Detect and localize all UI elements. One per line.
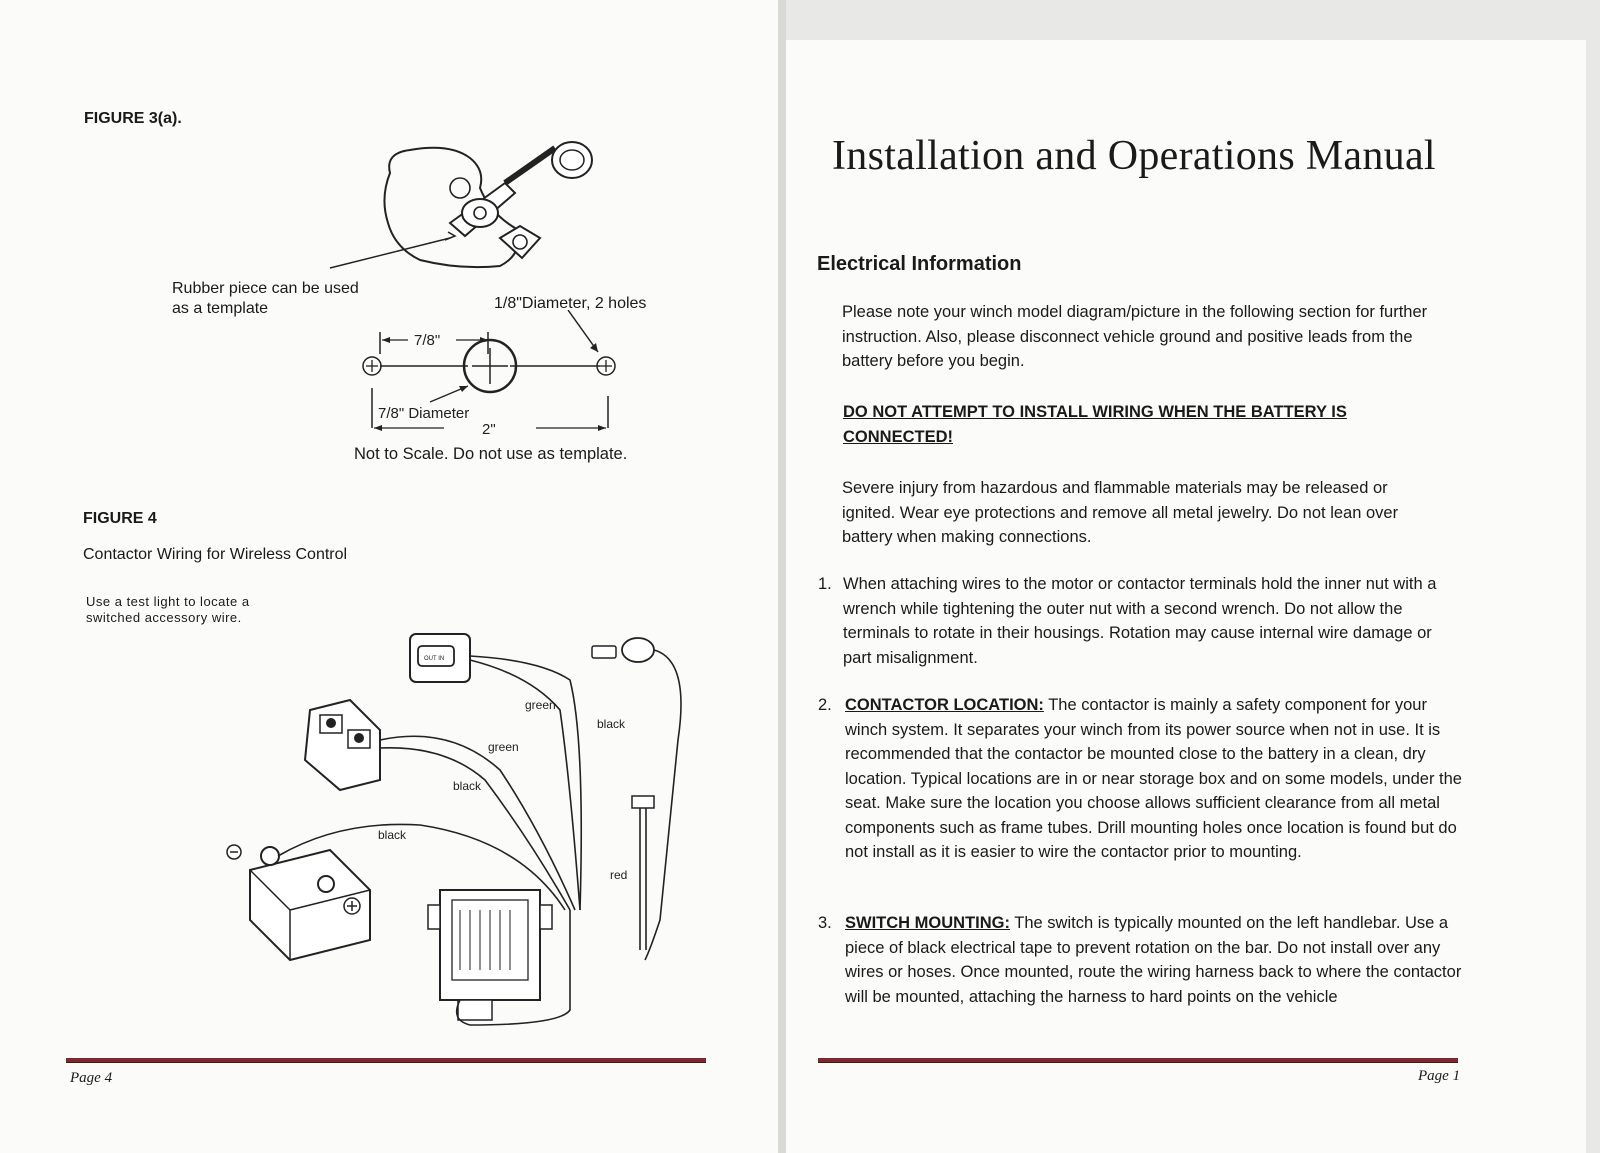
green-wire-label-1: green	[525, 698, 556, 712]
wiring-diagram	[220, 620, 700, 1050]
list-item-body	[845, 911, 1465, 1009]
list-item-body	[845, 693, 1465, 865]
left-footer-rule	[66, 1058, 706, 1063]
dim-diameter-label: 7/8" Diameter	[378, 405, 470, 422]
scale-note: Not to Scale. Do not use as template.	[354, 445, 628, 463]
handlebar-switch	[410, 634, 470, 682]
dim-78-label: 7/8"	[414, 332, 441, 349]
rubber-note-line-2: as a template	[172, 300, 269, 317]
contactor	[305, 700, 380, 790]
dim-2-label: 2"	[482, 421, 496, 438]
key-ignition	[592, 638, 654, 662]
list-item-body	[843, 572, 1463, 670]
rubber-note-line-1: Rubber piece can be used	[172, 280, 359, 297]
red-wire-label: red	[610, 868, 628, 882]
test-note-line-2: switched accessory wire.	[86, 610, 242, 625]
dimension-diagram	[360, 310, 640, 440]
battery	[227, 845, 370, 960]
list-item-text: When attaching wires to the motor or contactor terminals hold the inner nut with a wrench while tightening the outer nut with a second wrench. Do not allow the terminals to rotate in their housings. Rotation may cause internal wire damage or part misalignment.	[843, 575, 1437, 667]
list-item-number: 1.	[818, 575, 832, 593]
list-item-text: The contactor is mainly a safety component for your winch system. It separates your winch from its power source when not in use. It is recommended that the contactor be mounted close to the battery in a clean, dry location. Typical locations are in or near storage box and on some models, under the seat. Make sure the location you choose allows sufficient clearance from all metal components such as frame tubes. Drill mounting holes once location is found but do not install as it is easier to wire the contactor prior to mounting.	[845, 696, 1462, 861]
page-spine	[778, 0, 786, 1153]
list-item-number: 2.	[818, 696, 832, 714]
control-module	[428, 890, 552, 1020]
figure-4-title: FIGURE 4	[83, 510, 157, 527]
left-page	[0, 0, 778, 1153]
black-wire-label-2: black	[453, 779, 482, 793]
manual-title: Installation and Operations Manual	[832, 133, 1436, 179]
switch-out-in-label: OUT IN	[424, 656, 445, 662]
list-item-number: 3.	[818, 914, 832, 932]
green-wire-label-2: green	[488, 740, 519, 754]
black-wire-label-1: black	[597, 717, 626, 731]
figure-4-subtitle: Contactor Wiring for Wireless Control	[83, 546, 348, 563]
battery-warning: DO NOT ATTEMPT TO INSTALL WIRING WHEN THE BATTERY IS CONNECTED!	[843, 403, 1347, 446]
contactor-location-heading: CONTACTOR LOCATION:	[845, 696, 1044, 714]
switch-mounting-heading: SWITCH MOUNTING:	[845, 914, 1010, 932]
black-wire-label-3: black	[378, 828, 407, 842]
right-page	[786, 40, 1586, 1153]
mounting-plate-illustration	[300, 128, 620, 273]
list-item-text: The switch is typically mounted on the left handlebar. Use a piece of black electrical tape to prevent rotation on the bar. Do not install over any wires or hoses. Once mounted, route the wiring harness back to where the contactor will be mounted, attaching the harness to hard points on the vehicle	[845, 914, 1462, 1006]
hole-note: 1/8"Diameter, 2 holes	[494, 295, 647, 312]
right-page-number: Page 1	[1418, 1068, 1461, 1084]
intro-paragraph: Please note your winch model diagram/picture in the following section for further instruction. Also, please disconnect vehicle ground and positive leads from the battery before you begin.	[842, 303, 1428, 370]
right-footer-rule	[818, 1058, 1458, 1063]
hazard-paragraph: Severe injury from hazardous and flammable materials may be released or ignited. Wear eye protections and remove all metal jewelry. Do not lean over battery when making connections.	[842, 479, 1399, 546]
figure-3a-title: FIGURE 3(a).	[84, 110, 182, 127]
test-note-line-1: Use a test light to locate a	[86, 594, 250, 609]
rubber-note	[172, 279, 359, 319]
left-page-number: Page 4	[70, 1070, 113, 1086]
section-heading: Electrical Information	[817, 253, 1022, 275]
